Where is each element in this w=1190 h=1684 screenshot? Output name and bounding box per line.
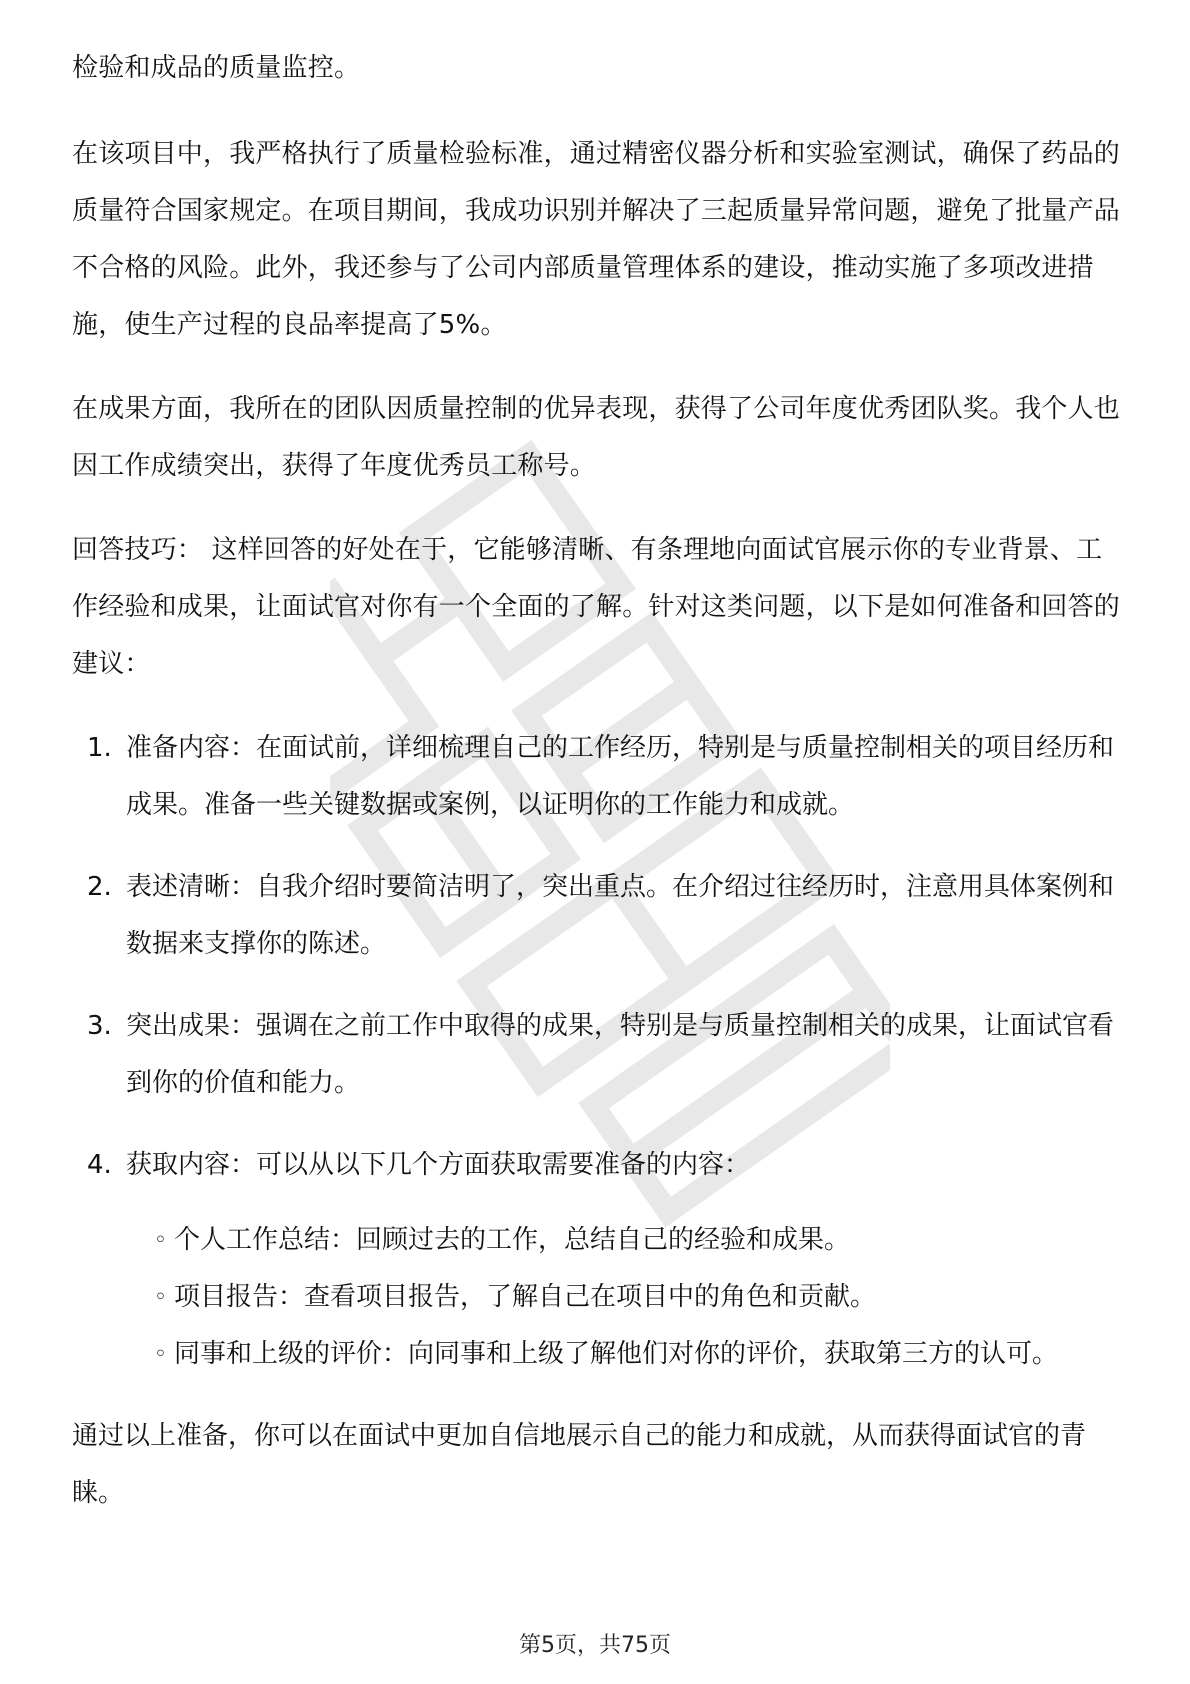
list-item [72,1137,1122,1383]
list-item [72,998,1122,1112]
list-item-number: 2. [87,872,112,902]
list-item-number: 4. [87,1150,112,1180]
list-item-text: 获取内容：可以从以下几个方面获取需要准备的内容： [126,1150,751,1180]
sub-list-item [126,1269,1122,1326]
content-sources-list [126,1212,1122,1383]
preparation-steps-list [72,720,1122,1383]
bullet-icon: ◦ [154,1228,167,1253]
list-item-number: 1. [87,733,112,763]
sub-list-item [126,1326,1122,1383]
list-item-text: 表述清晰：自我介绍时要简洁明了，突出重点。在介绍过往经历时，注意用具体案例和数据来支撑你的陈述。 [126,872,1115,959]
paragraph-answer-tips: 回答技巧： 这样回答的好处在于，它能够清晰、有条理地向面试官展示你的专业背景、工作经验和成果，让面试官对你有一个全面的了解。针对这类问题，以下是如何准备和回答的建议： [72,535,1121,679]
paragraph-intro-tail: 检验和成品的质量监控。 [72,53,361,83]
list-item-number: 3. [87,1011,112,1041]
page-footer: 第5页，共75页 [519,1633,671,1658]
sub-list-item-text: 同事和上级的评价：向同事和上级了解他们对你的评价，获取第三方的认可。 [174,1339,1059,1369]
list-item [72,859,1122,973]
paragraph-closing: 通过以上准备，你可以在面试中更加自信地展示自己的能力和成就，从而获得面试官的青睐。 [72,1421,1087,1508]
sub-list-item-text: 项目报告：查看项目报告，了解自己在项目中的角色和贡献。 [174,1282,877,1312]
paragraph-project-details: 在该项目中，我严格执行了质量检验标准，通过精密仪器分析和实验室测试，确保了药品的质量符合国家规定。在项目期间，我成功识别并解决了三起质量异常问题，避免了批量产品不合格的风险。此外，我还参与了公司内部质量管理体系的建设，推动实施了多项改进措施，使生产过程的良品率提高了5%。 [72,139,1121,340]
list-item-text: 准备内容：在面试前，详细梳理自己的工作经历，特别是与质量控制相关的项目经历和成果。准备一些关键数据或案例，以证明你的工作能力和成就。 [126,733,1115,820]
document-body [72,40,1122,1548]
paragraph-achievements: 在成果方面，我所在的团队因质量控制的优异表现，获得了公司年度优秀团队奖。我个人也因工作成绩突出，获得了年度优秀员工称号。 [72,394,1121,481]
sub-list-item-text: 个人工作总结：回顾过去的工作，总结自己的经验和成果。 [174,1225,851,1255]
sub-list-item [126,1212,1122,1269]
list-item-text: 突出成果：强调在之前工作中取得的成果，特别是与质量控制相关的成果，让面试官看到你的价值和能力。 [126,1011,1115,1098]
bullet-icon: ◦ [154,1285,167,1310]
list-item [72,720,1122,834]
bullet-icon: ◦ [154,1342,167,1367]
